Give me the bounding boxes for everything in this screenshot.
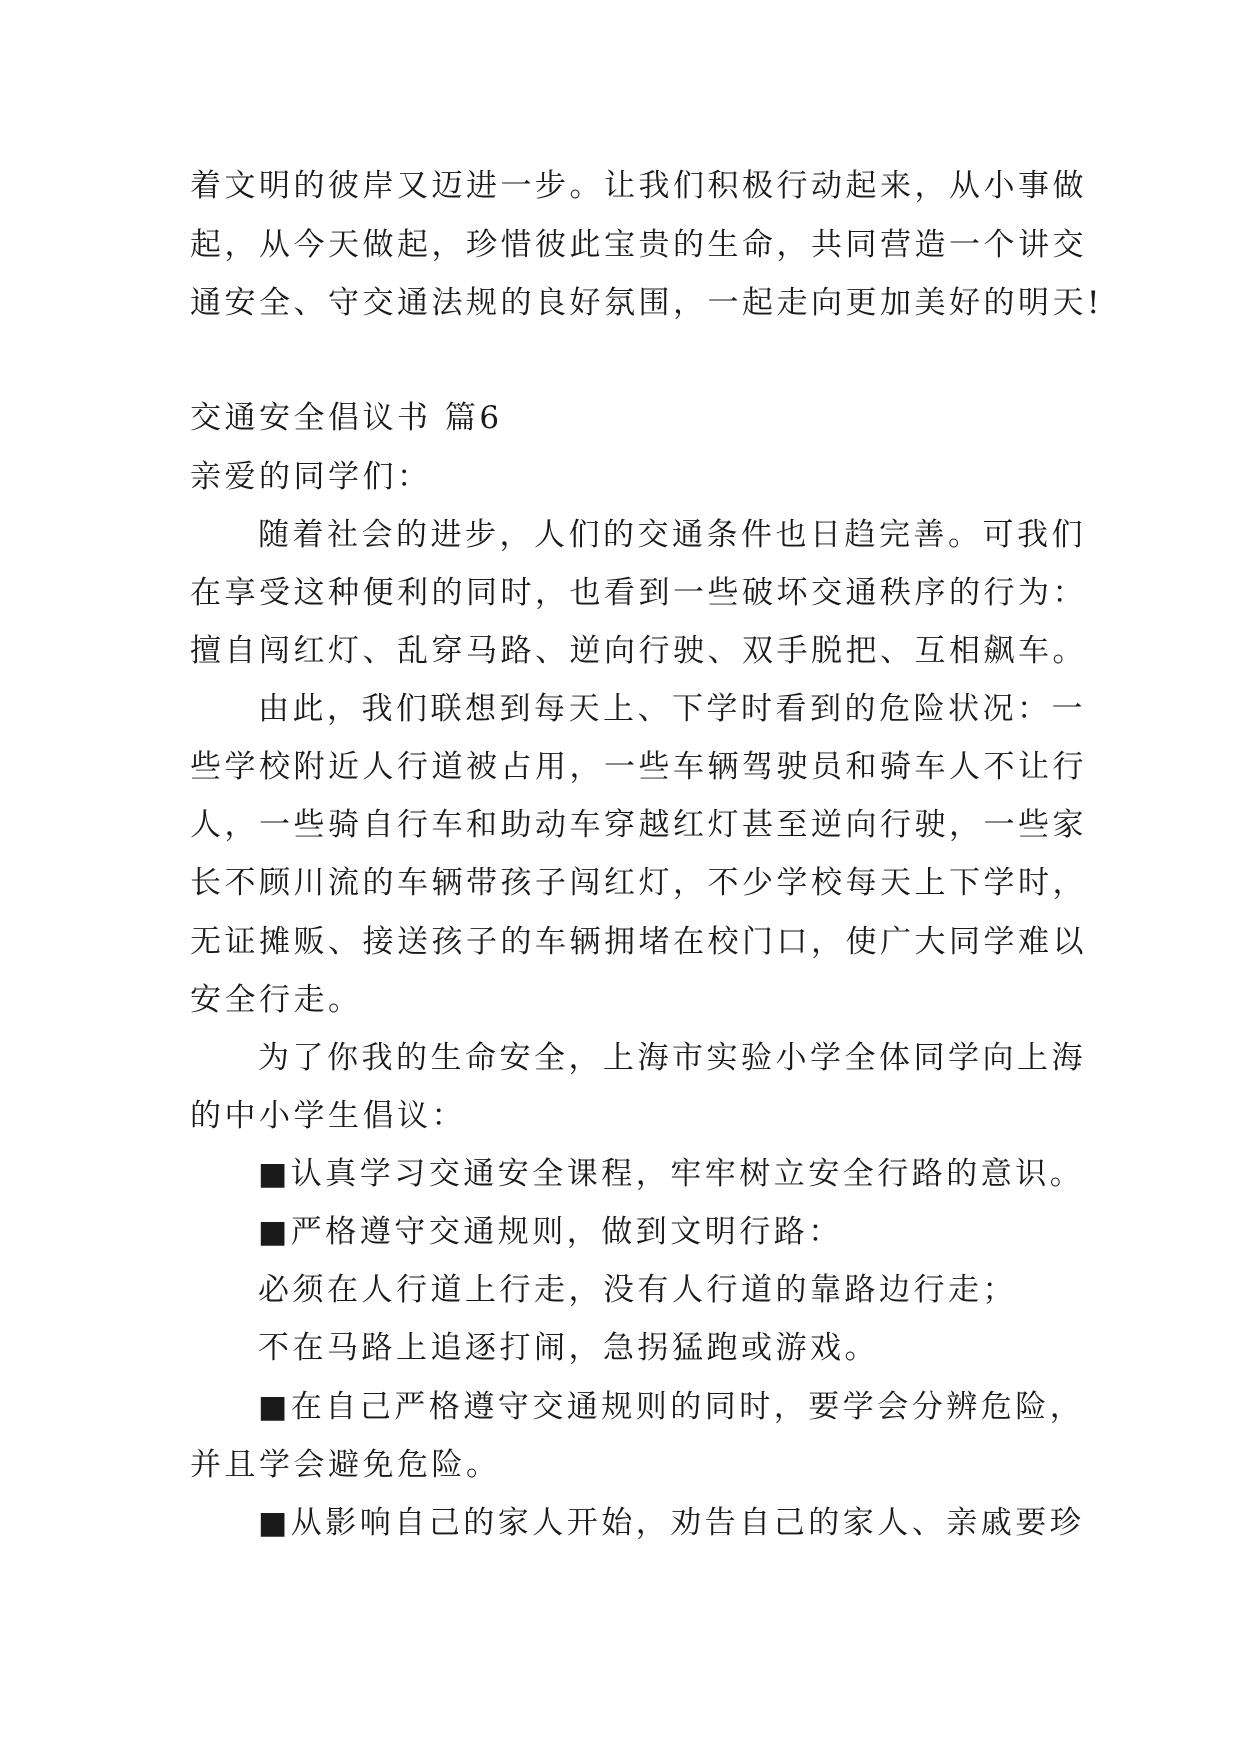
paragraph-line: 随着社会的进步，人们的交通条件也日趋完善。可我们	[258, 517, 1086, 553]
paragraph-line: 通安全、守交通法规的良好氛围，一起走向更加美好的明天!	[190, 285, 1103, 321]
paragraph-line: 人，一些骑自行车和助动车穿越红灯甚至逆向行驶，一些家	[190, 807, 1087, 843]
section-title: 交通安全倡议书 篇6	[190, 400, 503, 436]
paragraph-line: 些学校附近人行道被占用，一些车辆驾驶员和骑车人不让行	[190, 749, 1087, 785]
paragraph-line: 并且学会避免危险。	[190, 1447, 501, 1483]
paragraph-line: 不在马路上追逐打闹，急拐猛跑或游戏。	[258, 1330, 879, 1366]
paragraph-line: 擅自闯红灯、乱穿马路、逆向行驶、双手脱把、互相飙车。	[190, 633, 1087, 669]
paragraph-line: 着文明的彼岸又迈进一步。让我们积极行动起来，从小事做	[190, 168, 1087, 204]
paragraph-line: 为了你我的生命安全，上海市实验小学全体同学向上海	[258, 1040, 1086, 1076]
bullet-item: ■严格遵守交通规则，做到文明行路：	[258, 1214, 843, 1250]
salutation: 亲爱的同学们：	[190, 459, 432, 495]
bullet-item: ■在自己严格遵守交通规则的同时，要学会分辨危险，	[258, 1389, 1085, 1425]
paragraph-line: 无证摊贩、接送孩子的车辆拥堵在校门口，使广大同学难以	[190, 924, 1087, 960]
paragraph-line: 在享受这种便利的同时，也看到一些破坏交通秩序的行为：	[190, 575, 1087, 611]
paragraph-line: 由此，我们联想到每天上、下学时看到的危险状况：一	[258, 691, 1086, 727]
paragraph-line: 安全行走。	[190, 982, 363, 1018]
paragraph-line: 长不顾川流的车辆带孩子闯红灯，不少学校每天上下学时，	[190, 865, 1087, 901]
paragraph-line: 的中小学生倡议：	[190, 1098, 466, 1134]
paragraph-line: 必须在人行道上行走，没有人行道的靠路边行走；	[258, 1272, 1017, 1308]
bullet-item: ■认真学习交通安全课程，牢牢树立安全行路的意识。	[258, 1156, 1085, 1192]
bullet-item: ■从影响自己的家人开始，劝告自己的家人、亲戚要珍	[258, 1505, 1085, 1541]
paragraph-line: 起，从今天做起，珍惜彼此宝贵的生命，共同营造一个讲交	[190, 227, 1087, 263]
